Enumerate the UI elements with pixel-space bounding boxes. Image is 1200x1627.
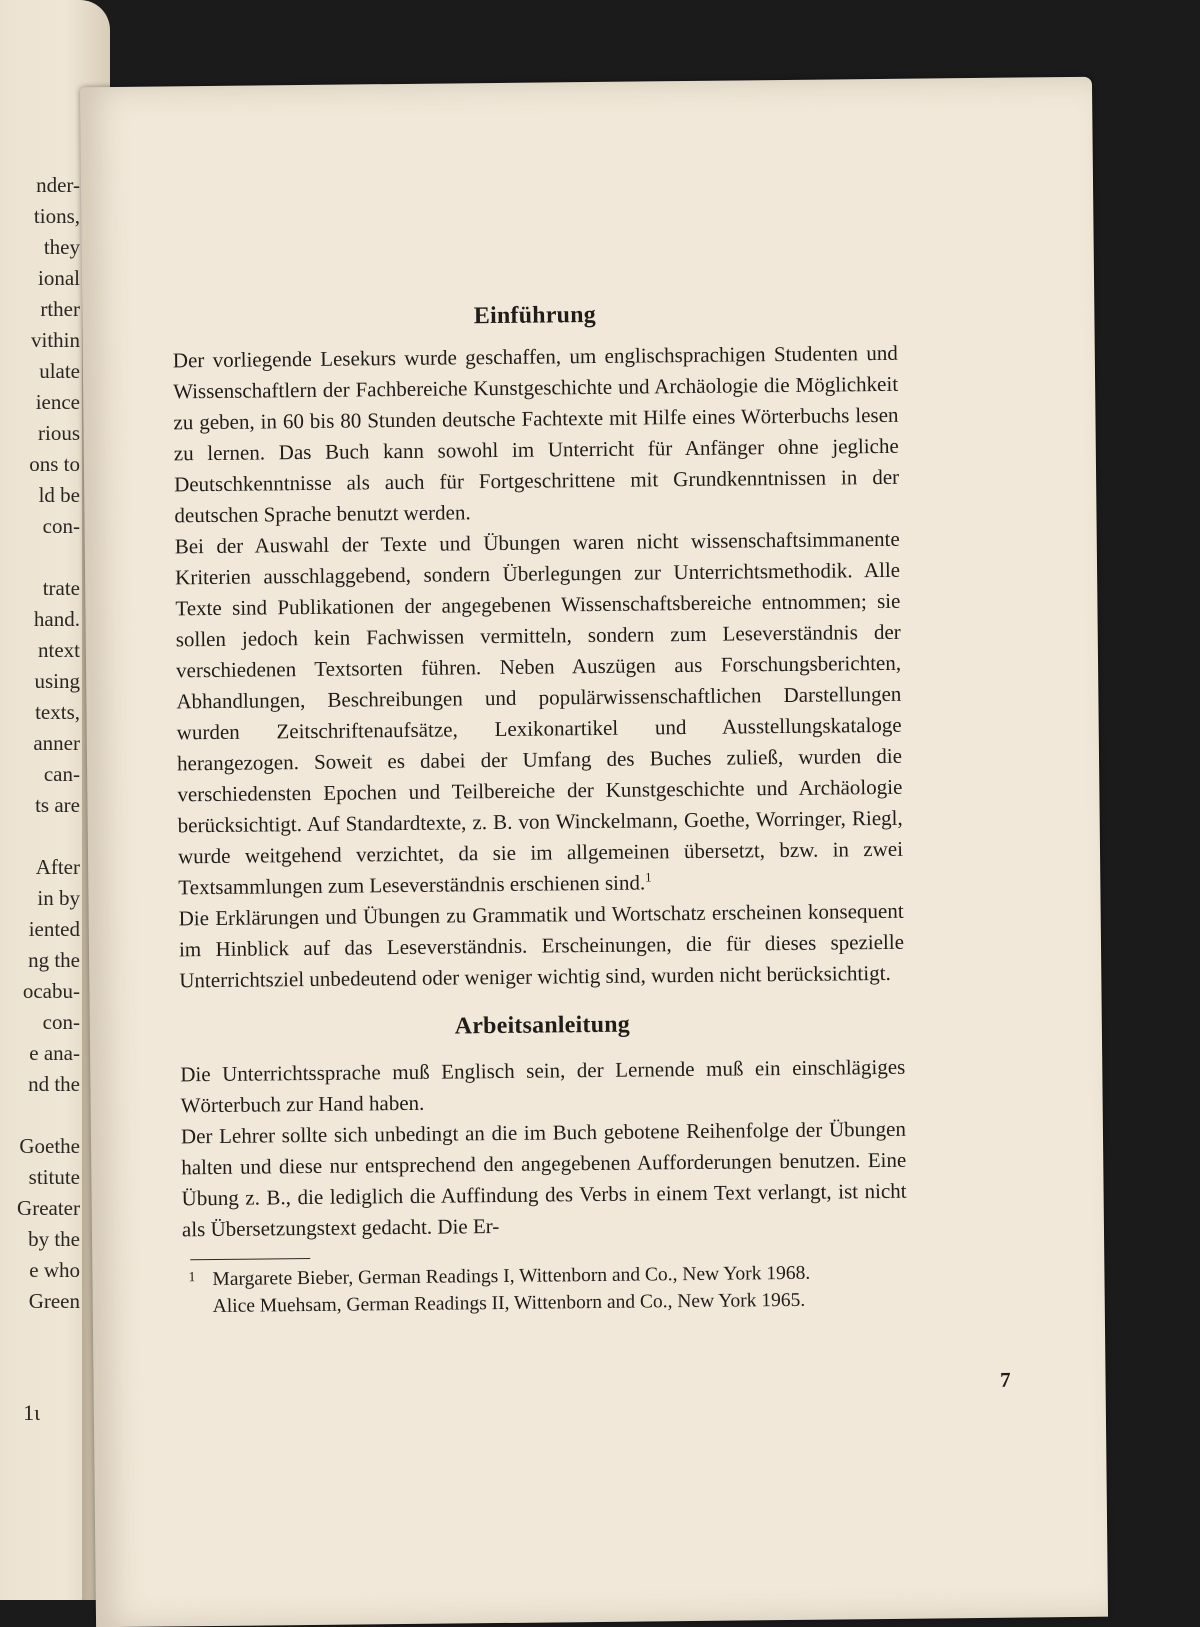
page-number: 7 [999, 1367, 1011, 1392]
left-line: con- [42, 1010, 80, 1034]
left-line: e ana- [29, 1041, 80, 1065]
left-line: tions, [33, 204, 80, 228]
left-line [17, 542, 80, 573]
left-page-text [17, 170, 80, 1317]
left-line: by the [28, 1227, 80, 1251]
left-line: anner [33, 731, 80, 755]
left-line: After [35, 855, 80, 879]
left-line: Green [28, 1289, 80, 1313]
left-line: stitute [28, 1165, 80, 1189]
paragraph: Die Erklärungen und Übungen zu Grammatik und Wortschatz erscheinen konsequent im Hinblick auf das Leseverständnis. Erscheinungen, die für dieses spezielle Unterrichtsziel unbedeutend oder weniger wichtig sind, wurden nicht berücksichtigt. [178, 898, 905, 993]
heading-arbeitsanleitung: Arbeitsanleitung [454, 1011, 631, 1040]
footnote-mark: 1 [188, 1270, 196, 1286]
left-line: ocabu- [22, 979, 80, 1003]
left-line: texts, [35, 700, 80, 724]
paragraph: Der Lehrer sollte sich unbedingt an die im Buch gebotene Reihenfolge der Übungen halten und diese nur entsprechend den angegebenen Aufforderungen benutzen. Eine Übung z. B., die lediglich die Auffindung des Verbs in einem Text verlangt, ist nicht als Übersetzungstext gedacht. Die Er- [180, 1116, 907, 1242]
left-line: hand. [33, 607, 80, 631]
footnote-ref: 1 [645, 869, 652, 885]
left-line: ience [35, 390, 80, 414]
left-line [17, 821, 80, 852]
left-line: ons to [29, 452, 80, 476]
heading-einfuehrung: Einführung [473, 301, 597, 330]
left-line: nder- [36, 173, 80, 197]
left-line: Goethe [19, 1134, 80, 1158]
left-line: trate [42, 576, 80, 600]
left-line: nd the [28, 1072, 80, 1096]
left-line: can- [43, 762, 80, 786]
left-line: in by [37, 886, 80, 910]
left-line: using [34, 669, 80, 693]
left-line: con- [42, 514, 80, 538]
left-line [17, 1100, 80, 1131]
left-line: iented [28, 917, 80, 941]
left-line: e who [29, 1258, 80, 1282]
left-line: ional [38, 266, 80, 290]
left-line: they [43, 235, 80, 259]
paragraph: Der vorliegende Lesekurs wurde geschaffen, um englischsprachigen Studenten und Wissenschaftlern der Fachbereiche Kunstgeschichte und Archäologie die Möglichkeit zu geben, in 60 bis 80 Stunden deutsche Fachtexte mit Hilfe eines Wörterbuchs lesen zu lernen. Das Buch kann sowohl im Unterricht für Anfänger ohne jegliche Deutschkenntnisse als auch für Fortgeschrittene mit Grundkenntnissen in der deutschen Sprache benutzt werden. [172, 340, 900, 528]
left-page-number: 1ɩ [23, 1400, 40, 1425]
footnote-line: Alice Muehsam, German Readings II, Wittenborn and Co., New York 1965. [212, 1289, 806, 1318]
show-through-texture [171, 138, 991, 147]
paragraph: Die Unterrichtssprache muß Englisch sein, der Lernende muß ein einschlägiges Wörterbuch zur Hand haben. [180, 1054, 906, 1118]
paragraph [175, 524, 904, 904]
left-line: rther [40, 297, 80, 321]
left-line: ulate [39, 359, 80, 383]
left-line: rious [38, 421, 80, 445]
page-content [172, 297, 908, 1321]
left-line: Greater [17, 1196, 80, 1220]
left-line: ld be [38, 483, 80, 507]
paragraph-text: Bei der Auswahl der Texte und Übungen waren nicht wissenschaftsimmanente Kriterien ausschlaggebend, sondern Überlegungen zur Unterrichtsmethodik. Alle Texte sind Publikationen der angegebenen Wissenschaftsbereiche entnommen; sie sollen jedoch kein Fachwissen vermitteln, sondern zum Leseverständnis der verschiedenen Textsorten führen. Neben Auszügen aus Forschungsberichten, Abhandlungen, Beschreibungen und populärwissenschaftlichen Darstellungen wurden Zeitschriftenaufsätze, Lexikonartikel und Ausstellungskataloge herangezogen. Soweit es dabei der Umfang des Buches zuließ, wurden die verschiedensten Epochen und Teilbereiche der Kunstgeschichte und Archäologie berücksichtigt. Auf Standardtexte, z. B. von Winckelmann, Goethe, Worringer, Riegl, wurde weitgehend verzichtet, da sie im allgemeinen übersetzt, bzw. in zwei Textsammlungen zum Leseverständnis erschienen sind. [174, 526, 904, 900]
left-line: ng the [28, 948, 80, 972]
footnote-divider [190, 1258, 310, 1260]
left-line: ts are [35, 793, 80, 817]
left-line: ntext [38, 638, 80, 662]
footnote [182, 1259, 908, 1321]
footnote-line: Margarete Bieber, German Readings I, Wittenborn and Co., New York 1968. [212, 1262, 811, 1291]
left-line: vithin [30, 328, 80, 352]
book-page [80, 77, 1108, 1627]
